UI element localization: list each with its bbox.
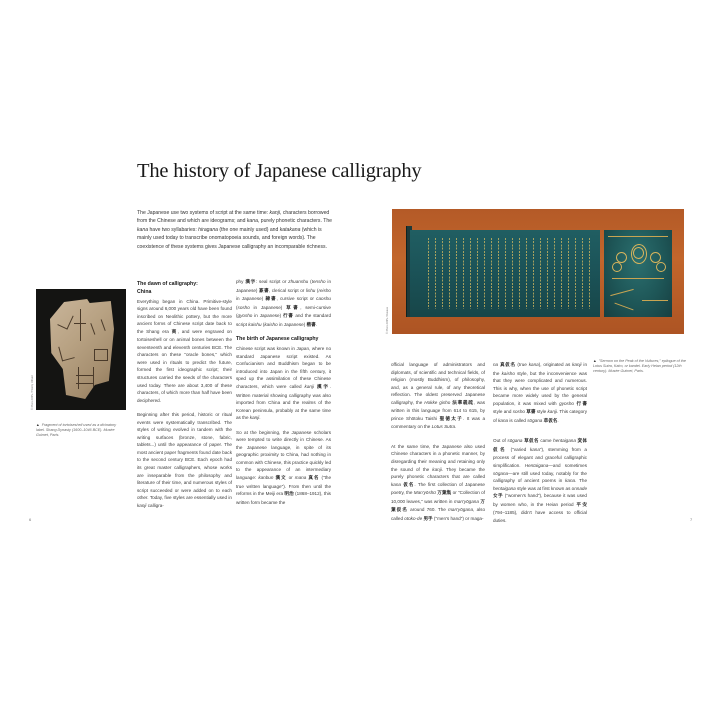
page-number-right: 7 [690, 517, 693, 522]
text-column-1 [137, 281, 232, 516]
text-column-3 [391, 361, 485, 530]
paragraph: At the same time, the Japanese also used Chinese characters in a phonetic manner, by disregarding their meaning and retaining only the sound of the kanji. They became the purely phonetic characters that are called kana 仮名. The first collection of Japanese poetry, the Man'yōshū 万葉集 or "Collection of 10,000 leaves," was written in man'yōgana 万葉仮名 around 760. The man'yōgana, also called otoko-de 男手 ("men's hand") or maga- [391, 443, 485, 522]
photo-credit-right: © Photo RMN / Ravaux [386, 307, 389, 334]
figure-caption-right: ▲ "Sermon on the Peak of the Vultures," epilogue of the Lotus Sutra, Kairo, or kandei. Early Heian period (12th century). Musée Guimet, Paris. [593, 359, 686, 374]
paragraph: Everything began in China. Primitive-style signs around 6,000 years old have been found inscribed on Neolithic pottery, but the more ancient forms of Chinese script date back to the Shang era 商, and were engraved on tortoiseshell or on animal bones between the seventeenth and eleventh centuries BCE. The characters on these "oracle bones," which were used in rituals to predict the future, formed the first ideographic script; their structures carried the seeds of the characters used today. There are about 3,400 of these characters, of which more than half have been deciphered. [137, 298, 232, 403]
paragraph: So at the beginning, the Japanese scholars were tempted to write directly in Chinese. As the Japanese language, in spite of its geographic proximity to China, had nothing in common with Chinese, this practice quickly led to the appearance of an intermediary language: kanbun 漢文 or mana 真名 ("the true written language"). From then until the reforms in the Meiji era 明治 (1868–1912), this written form became the [236, 429, 332, 505]
text-column-2 [236, 278, 331, 513]
oracle-bone-image [36, 289, 126, 410]
page-number-left: 6 [29, 517, 32, 522]
figure-caption-left: ▲ Fragment of tortoiseshell used as a divinatory label. Shang Dynasty (1600–1046 BCE). Musée Guimet, Paris. [36, 423, 117, 438]
paragraph: Out of sōgana 草仮名 came hentaigana 変体仮名 ("varied kana"), stemming from a process of elegant and graceful calligraphic simplification. Hentaigana—and sometimes sōgana—are still used today, notably for the calligraphy of ancient poems in kana. The hentaigana style was at first known as onnade 女手 ("women's hand"), because it was used by women who, in the Heian period 平安 (794–1185), didn't have access to official duties. [493, 438, 588, 523]
photo-credit-left: © Photo RMN / Thierry Ollivier [31, 375, 34, 410]
tortoiseshell-fragment [50, 299, 114, 399]
intro-paragraph: The Japanese use two systems of script at the same time: kanji, characters borrowed from the Chinese and which are ideograms; and kana, purely phonetic characters. The kana have two syllabaries: hiragana (the one mainly used) and katakana (which is mainly used today to transcribe onomatopoeia sounds, and foreign words). The coexistence of these systems gives Japanese calligraphy an incomparable richness. [137, 210, 332, 250]
paragraph: Beginning after this period, historic or ritual events were systematically transcribed. The styles of writing evolved in tandem with the writing surfaces (bronze, stone, fabric, tablets...) until the appearance of paper. The most ancient paper fragments found date back to the second century BCE. Each epoch had its great master calligraphers, whose works are inseparable from the philosophy and literature of their time, and numerous styles of script succeeded or were added on to each other. Today, five styles are essentially used in kanji calligra- [137, 412, 232, 508]
section-heading-dawn: The dawn of calligraphy: China [137, 281, 198, 295]
scroll-text-panel [410, 230, 600, 317]
text-column-4 [493, 361, 587, 531]
paragraph: na 真仮名 (true kana), originated as kanji in the kaisho style, but the inconvenience was that they were complicated and numerous. This is why, when the use of phonetic script became more widely used by the general population, it was mixed with gyosho 行書 style and sosho 草書 style kanji. This category of kana is called sōgana 草仮名. [493, 362, 587, 424]
paragraph: official language of administrators and diplomats, of scientific and technical fields, of religion (mostly Buddhism), of philosophy, and, as a general rule, of any theoretical reflection. The oldest preserved Japanese calligraphy, the Hokke gisho 法華義疏, was written in this language from 614 to 615, by prince Shōtoku Taishi 聖徳太子. It was a commentary on the Lotus Sutra. [391, 362, 485, 430]
paragraph: phy 漢字: seal script or zhuanshu (tensho in Japanese) 篆書, clerical script or lishu (reisho in Japanese) 隷書, cursive script or caoshu (sosho in Japanese) 草書, semi-cursive (gyosho in Japanese) 行書 and the standard script kaishu (kaisho in Japanese) 楷書. [236, 279, 331, 328]
lotus-sutra-scroll-image [392, 209, 684, 334]
gold-calligraphy-columns [424, 238, 592, 309]
page-title: The history of Japanese calligraphy [137, 160, 422, 182]
paragraph: Chinese script was known in Japan, where no standard Japanese script existed. As Confucianism and Buddhism began to be introduced into Japan in the fifth century, it sped up the assimilation of these Chinese characters, which were called kanji 漢字. Written material showing calligraphy was also imported from China and the realms of the Korean peninsula, probably at the same time as the kanji. [236, 346, 331, 421]
scroll-illustration-panel [604, 230, 672, 317]
section-heading-birth: The birth of Japanese calligraphy [236, 336, 319, 343]
